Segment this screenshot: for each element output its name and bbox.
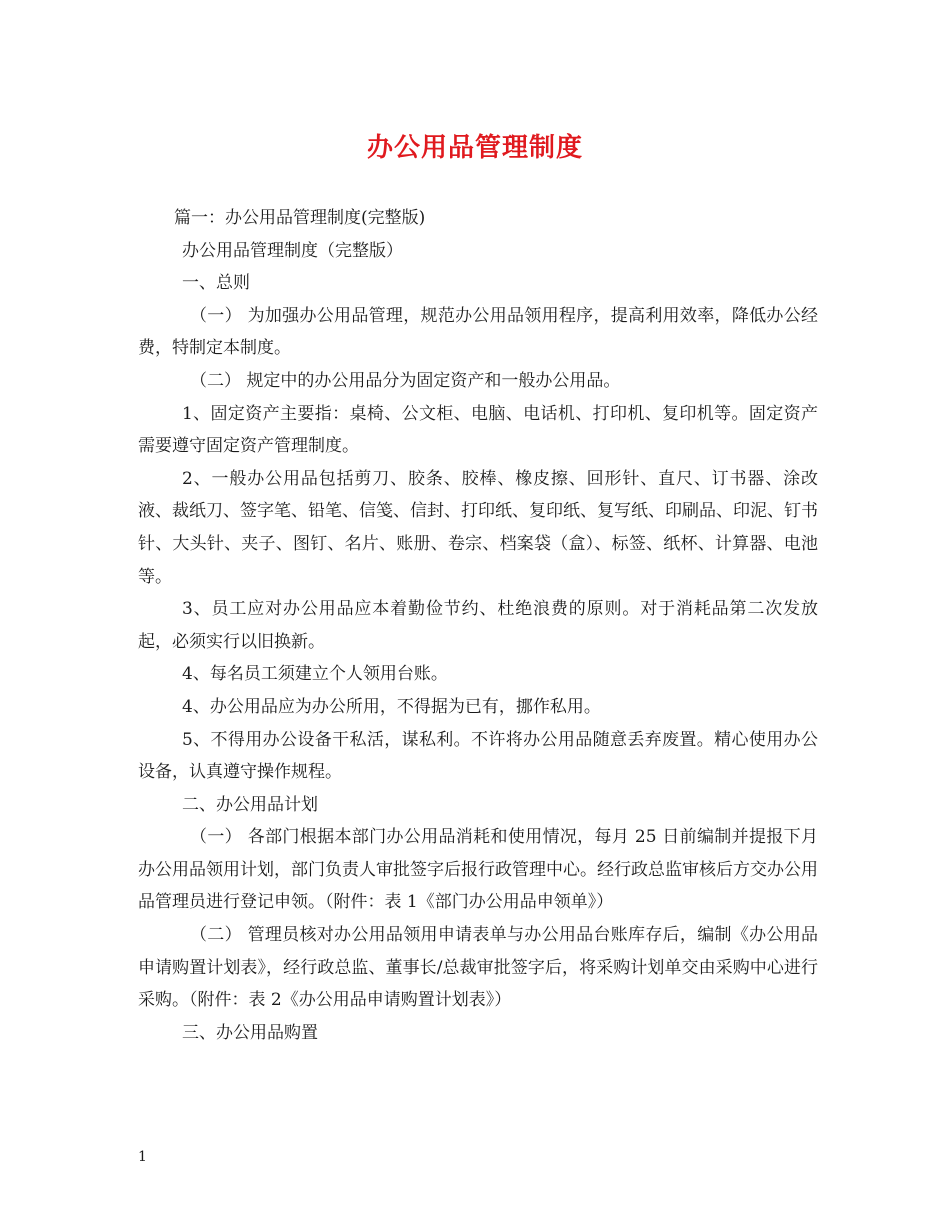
paragraph-plan-item-2: （二） 管理员核对办公用品领用申请表单与办公用品台账库存后，编制《办公用品申请购置计划表》，经行政总监、董事长/总裁审批签字后，将采购计划单交由采购中心进行采购。（附件：表 2《办公用品申请购置计划表》） [138, 925, 818, 1011]
paragraph-fixed-assets: 1、固定资产主要指：桌椅、公文柜、电脑、电话机、打印机、复印机等。固定资产需要遵守固定资产管理制度。 [138, 403, 818, 457]
page-number: 1 [138, 1149, 147, 1165]
document-body [138, 202, 818, 1049]
paragraph-item-2: （二） 规定中的办公用品分为固定资产和一般办公用品。 [190, 370, 621, 391]
section-heading-general: 一、总则 [182, 273, 250, 294]
document-title: 办公用品管理制度 [366, 133, 583, 163]
paragraph-equipment: 5、不得用办公设备干私活，谋私利。不许将办公用品随意丢弃废置。精心使用办公设备，认真遵守操作规程。 [138, 729, 818, 783]
paragraph-frugality: 3、员工应对办公用品应本着勤俭节约、杜绝浪费的原则。对于消耗品第二次发放起，必须实行以旧换新。 [138, 599, 818, 652]
paragraph-general-supplies: 2、一般办公用品包括剪刀、胶条、胶棒、橡皮擦、回形针、直尺、订书器、涂改液、裁纸刀、签字笔、铅笔、信笺、信封、打印纸、复印纸、复写纸、印刷品、印泥、钉书针、大头针、夹子、图钉、名片、账册、卷宗、档案袋（盒）、标签、纸杯、计算器、电池等。 [138, 468, 818, 587]
paragraph-subtitle: 办公用品管理制度（完整版） [182, 240, 403, 261]
paragraph-plan-item-1: （一） 各部门根据本部门办公用品消耗和使用情况，每月 25 日前编制并提报下月办公用品领用计划，部门负责人审批签字后报行政管理中心。经行政总监审核后方交办公用品管理员进行登记申领。（附件：表 1《部门办公用品申领单》） [138, 827, 818, 913]
section-heading-plan: 二、办公用品计划 [182, 794, 318, 815]
paragraph-office-use: 4、办公用品应为办公所用，不得据为已有，挪作私用。 [182, 696, 601, 717]
section-heading-purchase: 三、办公用品购置 [182, 1022, 318, 1043]
paragraph-ledger: 4、每名员工须建立个人领用台账。 [182, 664, 448, 685]
paragraph-chapter-heading: 篇一：办公用品管理制度(完整版) [174, 208, 426, 228]
paragraph-item-1: （一） 为加强办公用品管理，规范办公用品领用程序，提高利用效率，降低办公经费，特制定本制度。 [138, 305, 818, 359]
